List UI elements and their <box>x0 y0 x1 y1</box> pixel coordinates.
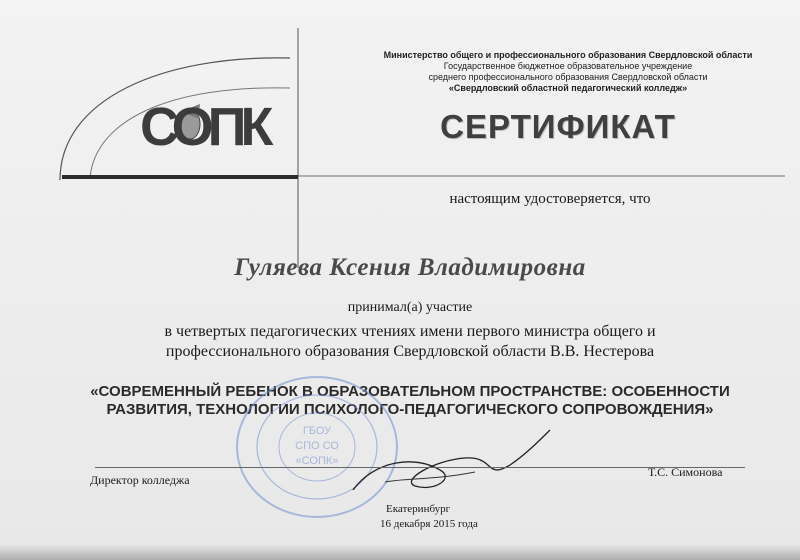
event-line-1: в четвертых педагогических чтениях имени первого министра общего и <box>164 323 656 340</box>
stamp-line-3: «СОПК» <box>295 455 339 467</box>
stamp-line-2: СПО СО <box>295 440 339 452</box>
director-signature <box>345 420 565 510</box>
institution-level-line: среднего профессионального образования Свердловской области <box>428 72 708 82</box>
participation-text: принимал(а) участие <box>347 300 473 315</box>
theme-line-2: РАЗВИТИЯ, ТЕХНОЛОГИИ ПСИХОЛОГО-ПЕДАГОГИЧЕСКОГО СОПРОВОЖДЕНИЯ» <box>106 401 714 418</box>
issue-date: 16 декабря 2015 года <box>380 518 478 530</box>
director-name: Т.С. Симонова <box>648 465 723 479</box>
stamp-line-1: ГБОУ <box>302 425 332 437</box>
institution-type-line: Государственное бюджетное образовательное учреждение <box>443 61 693 71</box>
issue-city: Екатеринбург <box>386 503 451 515</box>
theme-line-1: «СОВРЕМЕННЫЙ РЕБЕНОК В ОБРАЗОВАТЕЛЬНОМ ПРОСТРАНСТВЕ: ОСОБЕННОСТИ <box>90 383 730 400</box>
event-line-2: профессионального образования Свердловской области В.В. Нестерова <box>165 343 655 360</box>
institution-name-line: «Свердловский областной педагогический колледж» <box>448 83 688 93</box>
logo-bar <box>62 175 298 179</box>
certificate-title: СЕРТИФИКАТ <box>440 108 676 145</box>
scan-edge-shadow <box>0 544 800 560</box>
certify-text: настоящим удостоверяется, что <box>449 191 651 207</box>
issuer-header <box>378 50 758 94</box>
ministry-line: Министерство общего и профессионального образования Свердловской области <box>383 50 753 60</box>
event-theme <box>70 383 750 419</box>
director-label: Директор колледжа <box>90 473 190 487</box>
logo-text: СОПК <box>140 97 268 157</box>
event-description <box>110 322 710 362</box>
recipient-name: Гуляева Ксения Владимировна <box>234 254 586 281</box>
